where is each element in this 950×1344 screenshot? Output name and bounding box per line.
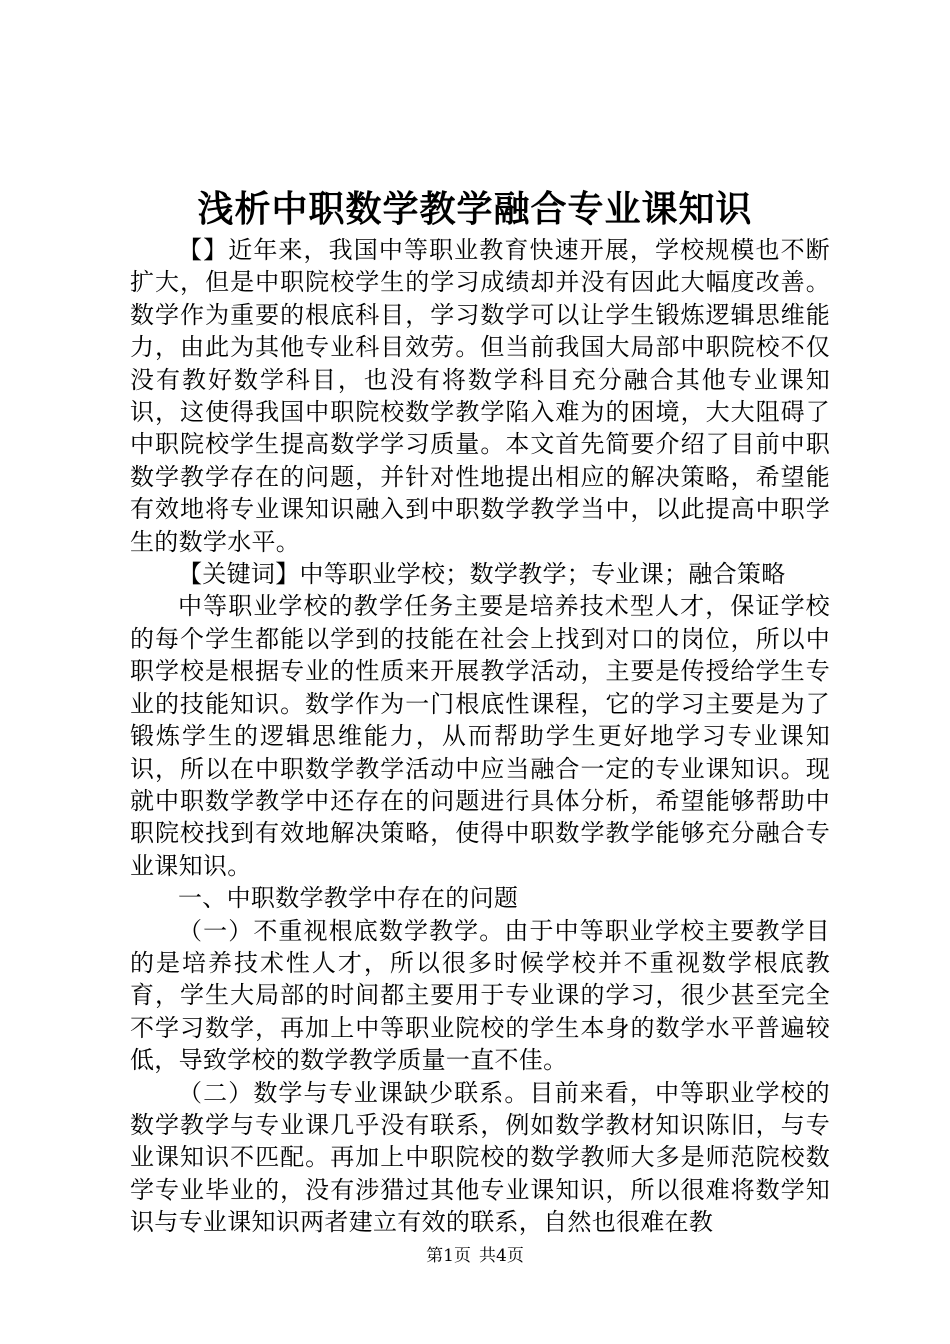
abstract-paragraph: 【】近年来，我国中等职业教育快速开展，学校规模也不断扩大，但是中职院校学生的学习成绩却并没有因此大幅度改善。数学作为重要的根底科目，学习数学可以让学生锻炼逻辑思维能力，由此为其他专业科目效劳。但当前我国大局部中职院校不仅没有教好数学科目，也没有将数学科目充分融合其他专业课知识，这使得我国中职院校数学教学陷入难为的困境，大大阻碍了中职院校学生提高数学学习质量。本文首先简要介绍了目前中职数学教学存在的问题，并针对性地提出相应的解决策略，希望能有效地将专业课知识融入到中职数学教学当中，以此提高中职学生的数学水平。 (130, 236, 830, 556)
intro-paragraph: 中等职业学校的教学任务主要是培养技术型人才，保证学校的每个学生都能以学到的技能在社会上找到对口的岗位，所以中职学校是根据专业的性质来开展教学活动，主要是传授给学生专业的技能知识。数学作为一门根底性课程，它的学习主要是为了锻炼学生的逻辑思维能力，从而帮助学生更好地学习专业课知识，所以在中职数学教学活动中应当融合一定的专业课知识。现就中职数学教学中还存在的问题进行具体分析，希望能够帮助中职院校找到有效地解决策略，使得中职数学教学能够充分融合专业课知识。 (130, 592, 830, 880)
page-total: 共4页 (479, 1246, 524, 1266)
page-number: 第1页 (426, 1246, 471, 1266)
section-heading: 一、中职数学教学中存在的问题 (178, 884, 519, 913)
keywords-paragraph: 【关键词】中等职业学校；数学教学；专业课；融合策略 (178, 560, 786, 589)
document-title: 浅析中职数学教学融合专业课知识 (197, 188, 753, 230)
page-footer (0, 1244, 950, 1268)
body-paragraph: （一）不重视根底数学教学。由于中等职业学校主要教学目的是培养技术性人才，所以很多时候学校并不重视数学根底教育，学生大局部的时间都主要用于专业课的学习，很少甚至完全不学习数学，再加上中等职业院校的学生本身的数学水平普遍较低，导致学校的数学教学质量一直不佳。 (130, 916, 830, 1075)
document-body (130, 234, 830, 1239)
body-paragraph: （二）数学与专业课缺少联系。目前来看，中等职业学校的数学教学与专业课几乎没有联系，例如数学教材知识陈旧，与专业课知识不匹配。再加上中职院校的数学教师大多是师范院校数学专业毕业的，没有涉猎过其他专业课知识，所以很难将数学知识与专业课知识两者建立有效的联系，自然也很难在教 (130, 1078, 830, 1237)
